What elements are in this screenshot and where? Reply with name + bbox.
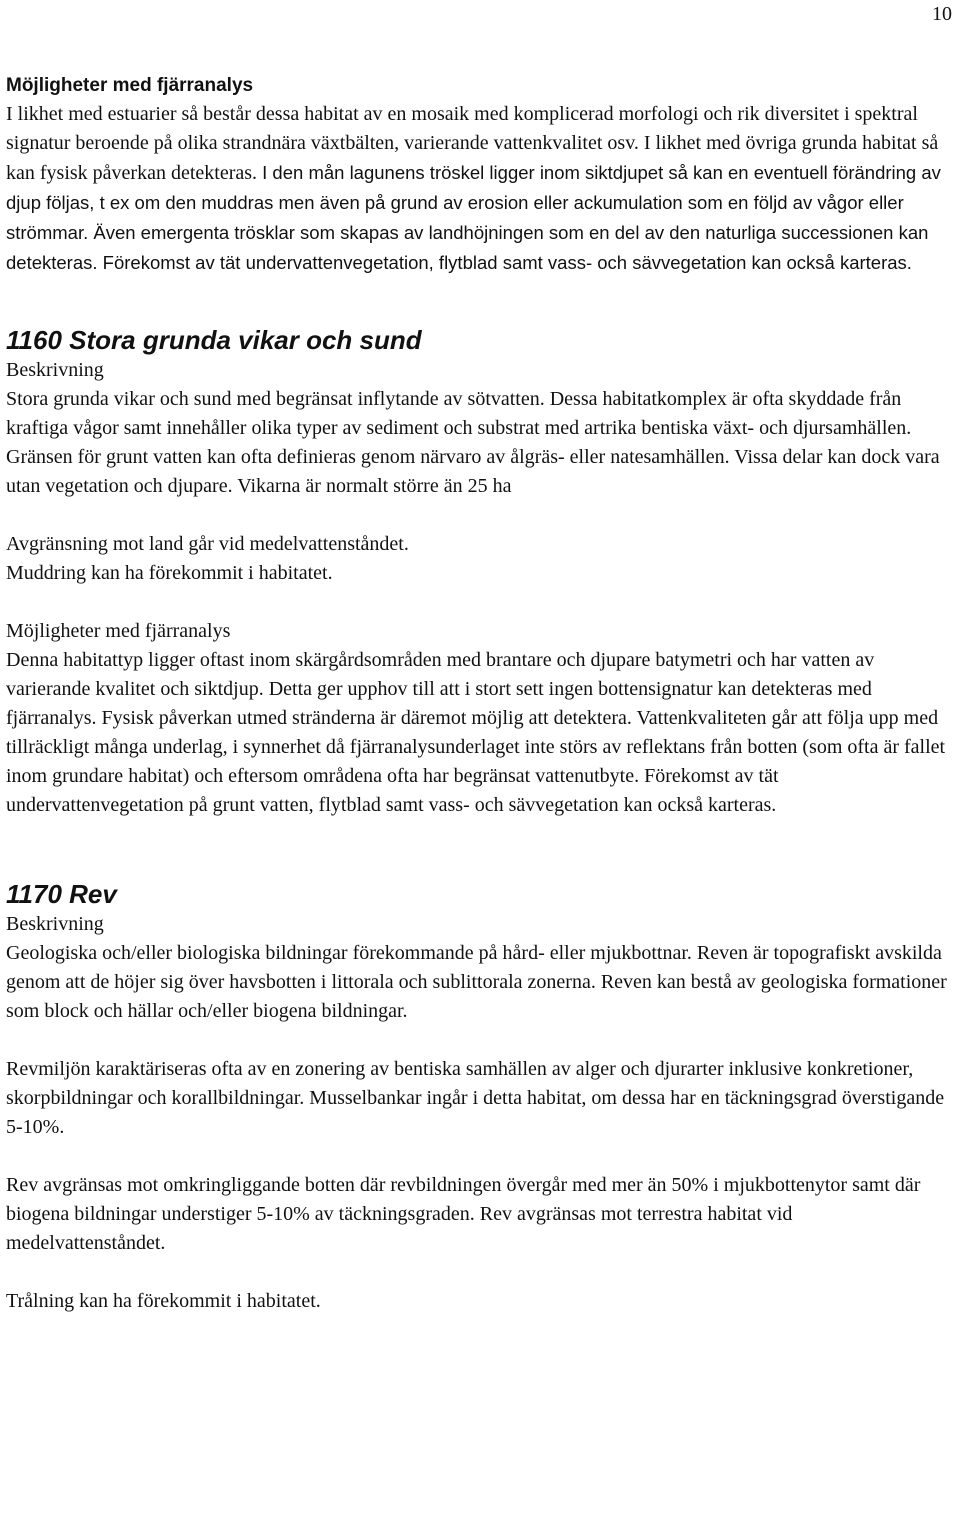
section-1170-title: 1170 Rev [6,879,117,909]
section-1170-desc-text: Geologiska och/eller biologiska bildningar förekommande på hård- eller mjukbottnar. Reven är topografiskt avskilda genom att de höjer sig över havsbotten i littorala och sublittorala zonerna. Reven kan bestå av geologiska formationer som block och hällar och/eller biogena bildningar. [6,942,947,1022]
section-1170-boundary-text: Rev avgränsas mot omkringliggande botten där revbildningen övergår med mer än 50% i mjukbottenytor samt där biogena bildningar understiger 5-10% av täckningsgraden. Rev avgränsas mot terrestra habitat vid medelvattenståndet. [6,1174,921,1254]
section-1160-boundary-line1: Avgränsning mot land går vid medelvattenståndet. [6,533,409,555]
section-1170-trawling-text: Trålning kan ha förekommit i habitatet. [6,1290,321,1312]
section-1170-zonation-text: Revmiljön karaktäriseras ofta av en zonering av bentiska samhällen av alger och djurarter inklusive konkretioner, skorpbildningar och korallbildningar. Musselbankar ingår i detta habitat, om dessa har en täckningsgrad överstigande 5-10%. [6,1058,945,1138]
section-1160-title: 1160 Stora grunda vikar och sund [6,325,422,355]
section-1170-desc-heading: Beskrivning [6,913,104,935]
section-1160-boundary-line2: Muddring kan ha förekommit i habitatet. [6,562,333,584]
intro-heading: Möjligheter med fjärranalys [6,75,254,96]
intro-paragraph [6,100,954,278]
section-1160-remote-text: Denna habitattyp ligger oftast inom skärgårdsområden med brantare och djupare batymetri och har vatten av varierande kvalitet och siktdjup. Detta ger upphov till att i stort sett ingen bottensignatur kan detekteras med fjärranalys. Fysisk påverkan utmed stränderna är däremot möjlig att detektera. Vattenkvaliteten går att följa upp med tillräckligt många underlag, i synnerhet då fjärranalysunderlaget inte störs av reflektans från botten (som ofta är fallet inom grundare habitat) och eftersom områdena ofta har begränsat vattenutbyte. Förekomst av tät undervattenvegetation på grunt vatten, flytblad samt vass- och sävvegetation kan också karteras. [6,649,946,816]
intro-sans-text: I den mån lagunens tröskel ligger inom siktdjupet så kan en eventuell förändring av djup följas, t ex om den muddras men även på grund av erosion eller ackumulation som en följd av vågor eller strömmar. Även emergenta trösklar som skapas av landhöjningen som en del av den naturliga successionen kan detekteras. Förekomst av tät undervattenvegetation, flytblad samt vass- och sävvegetation kan också karteras. [6,162,941,273]
intro-serif-text: I likhet med estuarier så består dessa habitat av en mosaik med komplicerad morfologi och rik diversitet i spektral signatur beroende på olika strandnära växtbälten, varierande vattenkvalitet osv. I likhet med övriga grunda habitat så kan fysisk påverkan detekteras. [6,103,939,184]
document-body [6,71,954,1316]
section-1160-desc-heading: Beskrivning [6,359,104,381]
section-1160-remote-heading: Möjligheter med fjärranalys [6,620,231,642]
page-number: 10 [932,3,952,25]
section-1160-desc-text: Stora grunda vikar och sund med begränsat inflytande av sötvatten. Dessa habitatkomplex är ofta skyddade från kraftiga vågor samt innehåller olika typer av sediment och substrat med artrika bentiska växt- och djursamhällen. Gränsen för grunt vatten kan ofta definieras genom närvaro av ålgräs- eller natesamhällen. Vissa delar kan dock vara utan vegetation och djupare. Vikarna är normalt större än 25 ha [6,388,940,497]
